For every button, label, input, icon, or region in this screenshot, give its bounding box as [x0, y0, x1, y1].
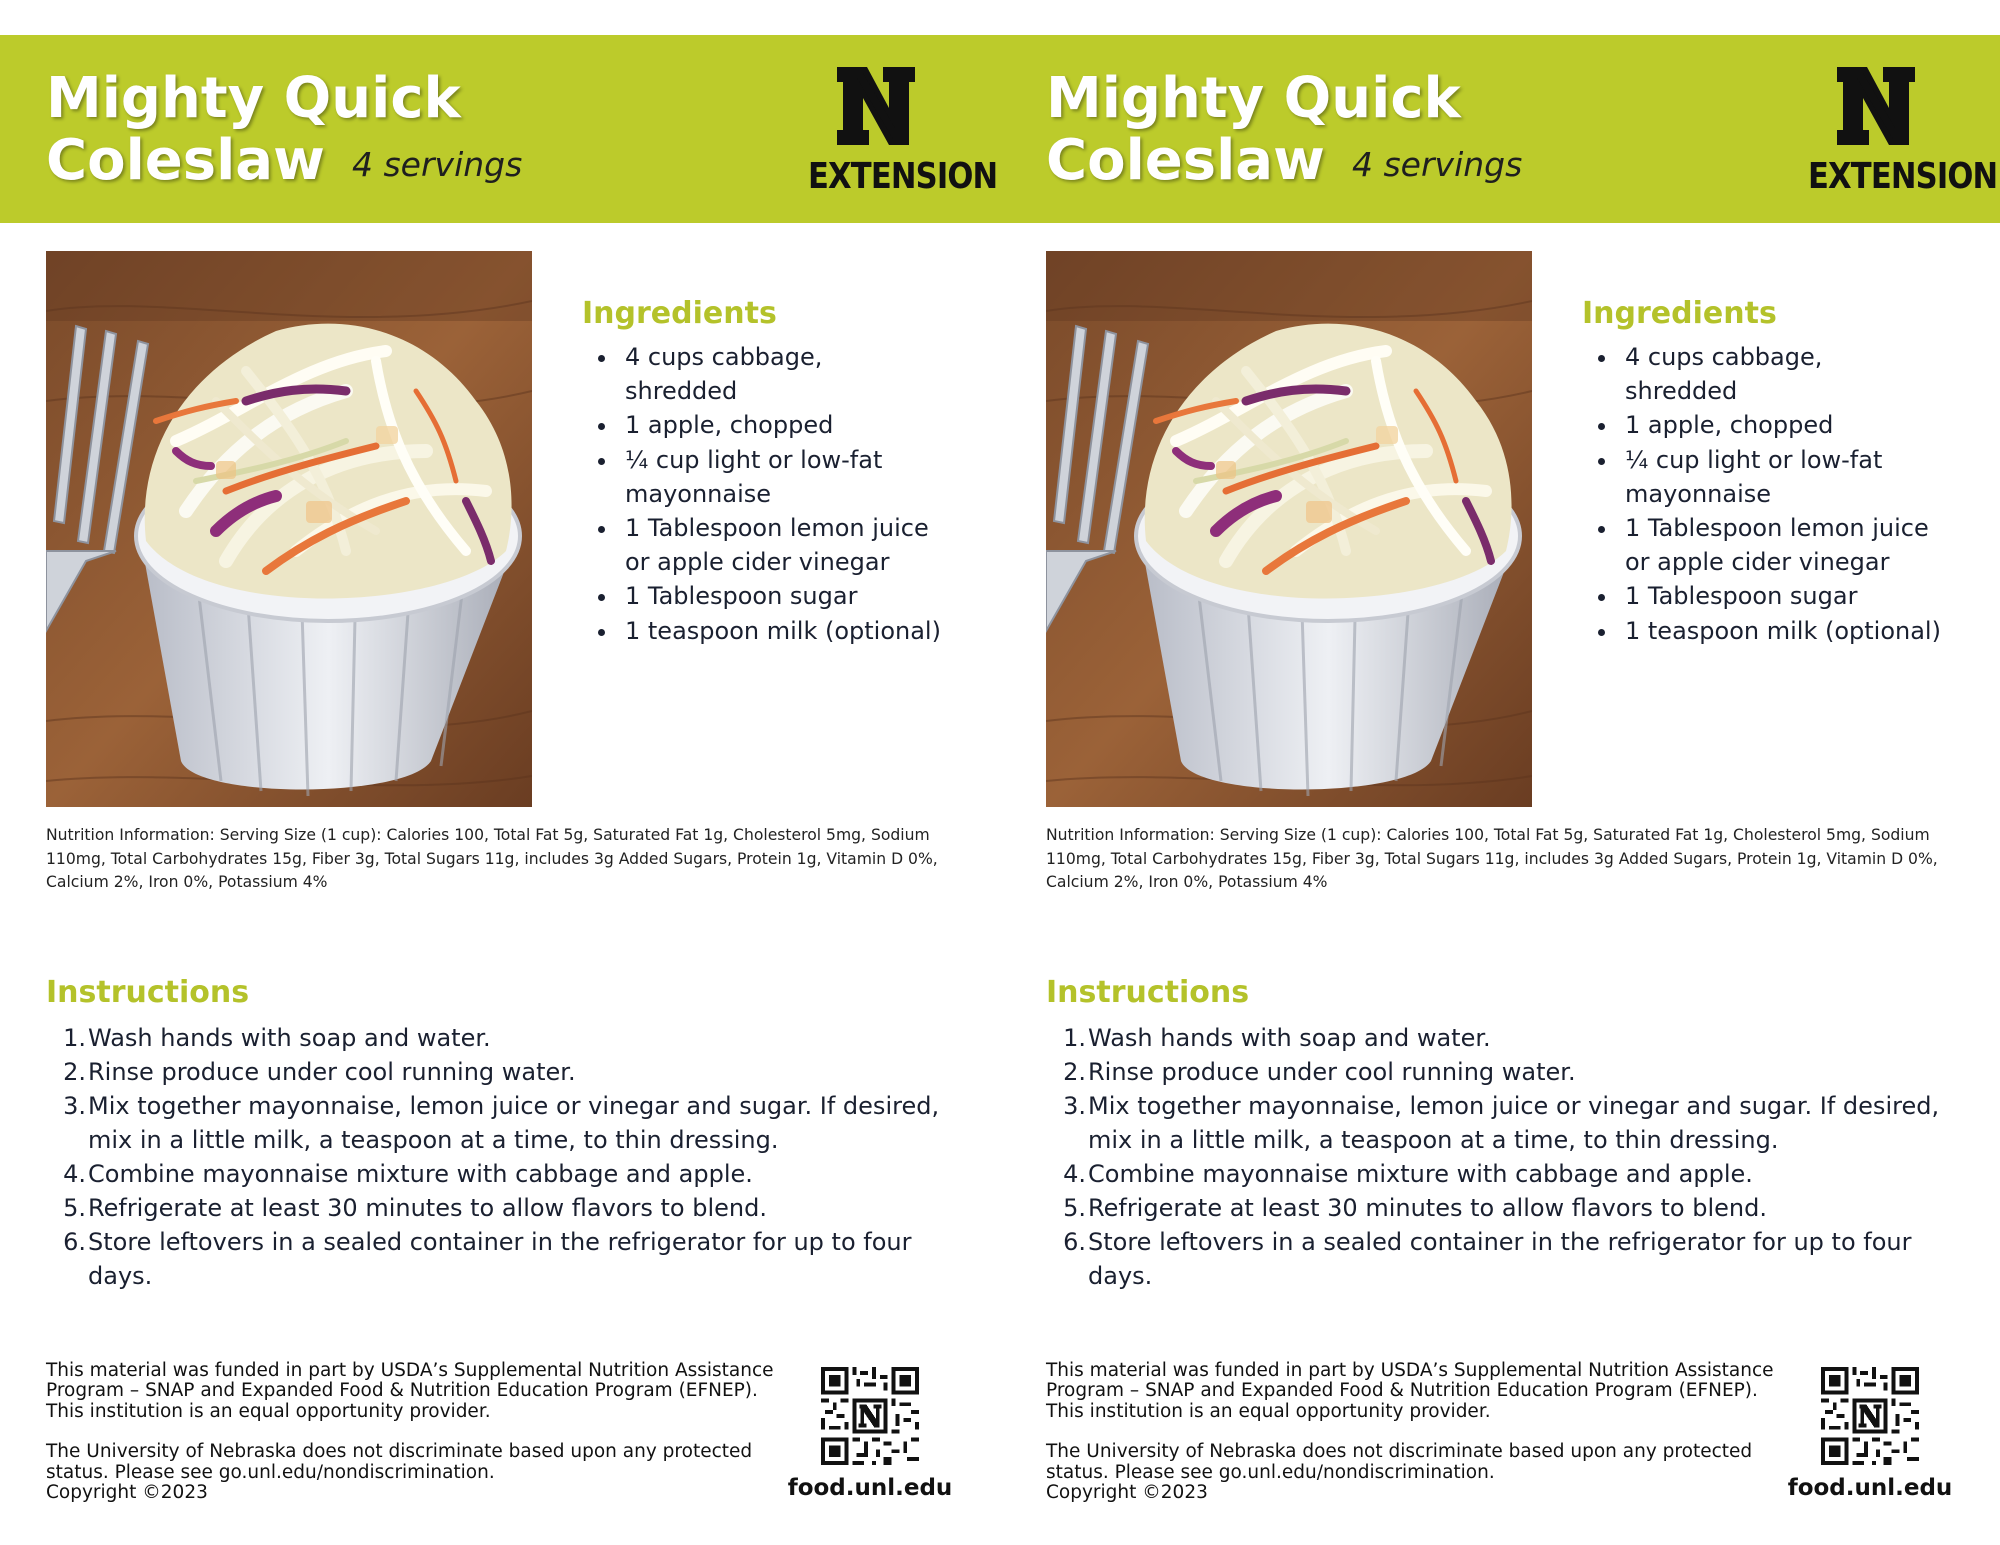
ingredients-list	[1582, 340, 1942, 648]
step-number: 6.	[63, 1228, 86, 1256]
ingredient-item: 4 cups cabbage, shredded	[582, 340, 942, 408]
step-text: Refrigerate at least 30 minutes to allow flavors to blend.	[88, 1194, 767, 1222]
step-text: Refrigerate at least 30 minutes to allow flavors to blend.	[1088, 1194, 1767, 1222]
nebraska-extension-logo	[1796, 64, 1998, 202]
servings-label: 4 servings	[1352, 145, 1523, 184]
instructions-heading: Instructions	[46, 975, 250, 1010]
nutrition-information: Nutrition Information: Serving Size (1 cup): Calories 100, Total Fat 5g, Saturated Fat 1g, Cholesterol 5mg, Sodium 110mg, Total Carbohydrates 15g, Fiber 3g, Total Sugars 11g, includes 3g Added Sugars, Protein 1g, Vitamin D 0%, Calcium 2%, Iron 0%, Potassium 4%	[46, 826, 938, 891]
step-number: 1.	[63, 1024, 86, 1052]
step-number: 5.	[1063, 1194, 1086, 1222]
step-number: 1.	[1063, 1024, 1086, 1052]
step-number: 3.	[1063, 1092, 1086, 1120]
nondiscrimination-text: The University of Nebraska does not discriminate based upon any protected status. Please see go.unl.edu/nondiscrimination.	[46, 1441, 753, 1483]
instruction-step	[1046, 1225, 1966, 1293]
coleslaw-bowl-photo-icon	[46, 251, 532, 807]
ingredient-item: 1 Tablespoon sugar	[1582, 579, 1942, 613]
ingredient-item: ¼ cup light or low-fat mayonnaise	[582, 443, 942, 511]
step-number: 4.	[63, 1160, 86, 1188]
recipe-card-right	[1000, 0, 2000, 1545]
coleslaw-photo	[1046, 251, 1532, 807]
instruction-step	[46, 1157, 966, 1191]
instruction-step	[46, 1191, 966, 1225]
ingredient-item: 1 Tablespoon lemon juice or apple cider vinegar	[582, 511, 942, 579]
recipe-title-line-2: Coleslaw	[46, 128, 325, 193]
ingredient-item: 1 apple, chopped	[582, 408, 942, 442]
step-text: Rinse produce under cool running water.	[88, 1058, 576, 1086]
nutrition-information: Nutrition Information: Serving Size (1 cup): Calories 100, Total Fat 5g, Saturated Fat 1g, Cholesterol 5mg, Sodium 110mg, Total Carbohydrates 15g, Fiber 3g, Total Sugars 11g, includes 3g Added Sugars, Protein 1g, Vitamin D 0%, Calcium 2%, Iron 0%, Potassium 4%	[1046, 826, 1938, 891]
instruction-step	[1046, 1055, 1966, 1089]
instruction-step	[46, 1089, 966, 1157]
ingredient-item: ¼ cup light or low-fat mayonnaise	[1582, 443, 1942, 511]
step-text: Combine mayonnaise mixture with cabbage and apple.	[88, 1160, 753, 1188]
instruction-step	[1046, 1089, 1966, 1157]
step-text: Combine mayonnaise mixture with cabbage and apple.	[1088, 1160, 1753, 1188]
step-number: 6.	[1063, 1228, 1086, 1256]
servings-label: 4 servings	[352, 145, 523, 184]
copyright-text: Copyright ©2023	[1046, 1482, 1208, 1504]
nondiscrimination-statement	[1046, 1442, 1786, 1503]
step-text: Wash hands with soap and water.	[1088, 1024, 1491, 1052]
qr-code-icon	[821, 1367, 919, 1465]
step-text: Store leftovers in a sealed container in the refrigerator for up to four days.	[1088, 1228, 1912, 1290]
ingredient-item: 1 apple, chopped	[1582, 408, 1942, 442]
copyright-text: Copyright ©2023	[46, 1482, 208, 1504]
instruction-step	[46, 1055, 966, 1089]
funding-statement: This material was funded in part by USDA’s Supplemental Nutrition Assistance Program – SNAP and Expanded Food & Nutrition Education Program (EFNEP). This institution is an equal opportunity provider.	[46, 1360, 774, 1422]
footer-disclaimer	[1046, 1361, 1786, 1503]
ingredient-item: 1 teaspoon milk (optional)	[582, 614, 942, 648]
nebraska-extension-logo	[796, 64, 998, 202]
recipe-title-line-1: Mighty Quick	[1046, 66, 1461, 131]
instructions-heading: Instructions	[1046, 975, 1250, 1010]
ingredients-heading: Ingredients	[1582, 296, 1777, 331]
extension-wordmark: EXTENSION	[1808, 156, 1998, 197]
instructions-list	[46, 1021, 966, 1293]
nebraska-n-icon	[834, 64, 918, 148]
instruction-step	[1046, 1157, 1966, 1191]
instruction-step	[46, 1225, 966, 1293]
step-number: 2.	[1063, 1058, 1086, 1086]
extension-wordmark: EXTENSION	[808, 156, 998, 197]
step-text: Mix together mayonnaise, lemon juice or vinegar and sugar. If desired, mix in a little milk, a teaspoon at a time, to thin dressing.	[88, 1092, 940, 1154]
step-text: Store leftovers in a sealed container in the refrigerator for up to four days.	[88, 1228, 912, 1290]
recipe-title-line-2: Coleslaw	[1046, 128, 1325, 193]
instruction-step	[1046, 1021, 1966, 1055]
funding-statement: This material was funded in part by USDA’s Supplemental Nutrition Assistance Program – SNAP and Expanded Food & Nutrition Education Program (EFNEP). This institution is an equal opportunity provider.	[1046, 1360, 1774, 1422]
step-text: Rinse produce under cool running water.	[1088, 1058, 1576, 1086]
nondiscrimination-text: The University of Nebraska does not discriminate based upon any protected status. Please see go.unl.edu/nondiscrimination.	[1046, 1441, 1753, 1483]
instruction-step	[46, 1021, 966, 1055]
instruction-step	[1046, 1191, 1966, 1225]
website-link[interactable]: food.unl.edu	[787, 1475, 953, 1501]
coleslaw-bowl-photo-icon	[1046, 251, 1532, 807]
website-link[interactable]: food.unl.edu	[1787, 1475, 1953, 1501]
ingredients-heading: Ingredients	[582, 296, 777, 331]
ingredient-item: 1 teaspoon milk (optional)	[1582, 614, 1942, 648]
ingredient-item: 1 Tablespoon sugar	[582, 579, 942, 613]
step-number: 4.	[1063, 1160, 1086, 1188]
ingredient-item: 4 cups cabbage, shredded	[1582, 340, 1942, 408]
footer-disclaimer	[46, 1361, 786, 1503]
ingredients-list	[582, 340, 942, 648]
instructions-list	[1046, 1021, 1966, 1293]
nebraska-n-icon	[1834, 64, 1918, 148]
recipe-title-line-1: Mighty Quick	[46, 66, 461, 131]
step-number: 3.	[63, 1092, 86, 1120]
ingredient-item: 1 Tablespoon lemon juice or apple cider vinegar	[1582, 511, 1942, 579]
nondiscrimination-statement	[46, 1442, 786, 1503]
qr-code-icon	[1821, 1367, 1919, 1465]
step-number: 2.	[63, 1058, 86, 1086]
coleslaw-photo	[46, 251, 532, 807]
step-text: Wash hands with soap and water.	[88, 1024, 491, 1052]
step-number: 5.	[63, 1194, 86, 1222]
step-text: Mix together mayonnaise, lemon juice or vinegar and sugar. If desired, mix in a little milk, a teaspoon at a time, to thin dressing.	[1088, 1092, 1940, 1154]
